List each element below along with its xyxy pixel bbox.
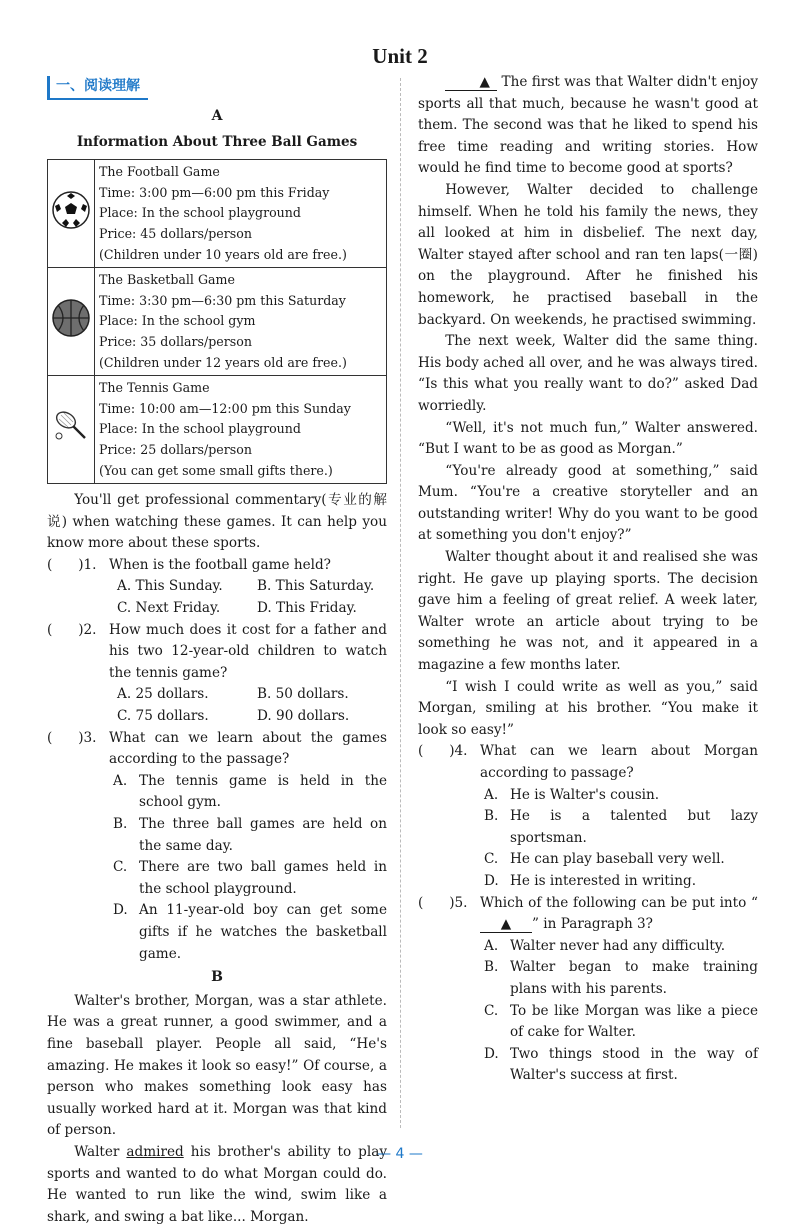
basketball-cell bbox=[48, 268, 95, 376]
option[interactable] bbox=[418, 957, 758, 1000]
option-text: Walter never had any difficulty. bbox=[510, 937, 726, 954]
game-price: Price: 45 dollars/person bbox=[99, 225, 252, 241]
option[interactable] bbox=[418, 936, 758, 958]
text-span: Which of the following can be put into “ bbox=[480, 894, 758, 911]
option-letter: D. bbox=[484, 872, 499, 889]
option-text: He is interested in writing. bbox=[510, 872, 697, 889]
option-text: An 11-year-old boy can get some gifts if he watches the basketball game. bbox=[139, 902, 387, 962]
option[interactable] bbox=[418, 871, 758, 893]
game-price: Price: 35 dollars/person bbox=[99, 333, 252, 349]
game-time: Time: 3:30 pm—6:30 pm this Saturday bbox=[99, 292, 346, 308]
text-span: The first was that Walter didn't enjoy sports all that much, because he wasn't good at them. The second was that he liked to spend his free time reading and writing stories. How would he find time to become good at sports? bbox=[418, 74, 758, 177]
option-letter: B. bbox=[113, 816, 128, 832]
table-row bbox=[48, 376, 387, 484]
game-name: The Tennis Game bbox=[99, 380, 210, 396]
option-text: To be like Morgan was like a piece of cake for Walter. bbox=[510, 1002, 758, 1041]
option[interactable] bbox=[418, 1044, 758, 1087]
passage-b-paragraph: However, Walter decided to challenge himself. When he told his family the news, they all looked at him in disbelief. The next day, Walter stayed after school and ran ten laps(一圈) on the playground. After he finished his homework, he practised baseball in the backyard. On weekends, he practised swimming. bbox=[418, 181, 758, 328]
option-letter: C. bbox=[484, 1002, 499, 1019]
question-number: ( )3. bbox=[47, 729, 97, 746]
game-name: The Basketball Game bbox=[99, 272, 235, 288]
option-letter: C. bbox=[113, 859, 128, 876]
football-cell bbox=[48, 160, 95, 268]
tennis-racket-icon bbox=[51, 406, 91, 446]
game-place: Place: In the school playground bbox=[99, 205, 301, 221]
game-name: The Football Game bbox=[99, 164, 220, 180]
option-text: He is Walter's cousin. bbox=[510, 786, 660, 803]
question-4 bbox=[418, 741, 758, 784]
blank-triangle-mark: ▲ bbox=[445, 74, 497, 91]
basketball-icon bbox=[51, 298, 91, 338]
option[interactable] bbox=[418, 806, 758, 849]
question-stem: What can we learn about Morgan according to passage? bbox=[480, 743, 758, 781]
option-text: There are two ball games held in the school playground. bbox=[139, 859, 387, 897]
right-column bbox=[418, 72, 758, 1087]
football-info bbox=[95, 160, 387, 268]
option[interactable] bbox=[47, 771, 387, 814]
option-text: He is a talented but lazy sportsman. bbox=[510, 808, 758, 846]
option-letter: A. bbox=[484, 937, 499, 954]
question-number: ( )1. bbox=[47, 556, 97, 573]
option[interactable]: C. 75 dollars. bbox=[117, 708, 209, 725]
column-divider bbox=[400, 78, 401, 1128]
passage-b-paragraph: Walter thought about it and realised she was right. He gave up playing sports. The decision gave him a feeling of great relief. A week later, Walter wrote an article about trying to be something he was not, and it appeared in a magazine a few months later. bbox=[418, 549, 758, 674]
passage-b-paragraph: “Well, it's not much fun,” Walter answered. “But I want to be as good as Morgan.” bbox=[418, 419, 758, 458]
table-title: Information About Three Ball Games bbox=[76, 133, 358, 150]
part-b-label: B bbox=[211, 969, 223, 986]
question-2 bbox=[47, 620, 387, 685]
question-number: ( )4. bbox=[418, 743, 468, 760]
page-title: Unit 2 bbox=[372, 44, 428, 68]
passage-b-paragraph bbox=[418, 72, 758, 180]
question-1-options bbox=[47, 576, 387, 619]
text-span: ” in Paragraph 3? bbox=[532, 916, 653, 933]
option-letter: B. bbox=[484, 808, 499, 825]
football-icon bbox=[51, 190, 91, 230]
passage-b-paragraph: The next week, Walter did the same thing. His body ached all over, and he was always tired. “Is this what you really want to do?” asked Dad worriedly. bbox=[418, 333, 758, 414]
game-price: Price: 25 dollars/person bbox=[99, 441, 252, 457]
option[interactable] bbox=[47, 857, 387, 900]
text-span: his brother's ability to play sports and wanted to do what Morgan could do. He wanted to run like the wind, swim like a shark, and swing a bat like... Morgan. bbox=[47, 1143, 388, 1225]
passage-a-intro: You'll get professional commentary(专业的解说) when watching these games. It can help you know more about these sports. bbox=[47, 492, 387, 552]
games-table bbox=[47, 159, 387, 484]
option[interactable] bbox=[418, 785, 758, 807]
option[interactable] bbox=[47, 814, 387, 857]
option[interactable] bbox=[47, 900, 387, 965]
table-row bbox=[48, 268, 387, 376]
passage-b-paragraph: “I wish I could write as well as you,” said Morgan, smiling at his brother. “You make it look so easy!” bbox=[418, 678, 758, 738]
question-stem: How much does it cost for a father and his two 12-year-old children to watch the tennis game? bbox=[109, 621, 387, 681]
question-2-options bbox=[47, 684, 387, 727]
question-stem bbox=[480, 893, 758, 936]
text-span: Walter bbox=[74, 1143, 127, 1160]
question-5 bbox=[418, 893, 758, 936]
underlined-word: admired bbox=[126, 1143, 184, 1160]
question-3 bbox=[47, 728, 387, 771]
option-text: Walter began to make training plans with his parents. bbox=[510, 959, 758, 997]
option-text: The three ball games are held on the same day. bbox=[139, 816, 387, 854]
game-place: Place: In the school gym bbox=[99, 313, 256, 329]
left-column bbox=[47, 72, 387, 1228]
option-letter: D. bbox=[484, 1045, 499, 1062]
question-1 bbox=[47, 555, 387, 577]
game-time: Time: 3:00 pm—6:00 pm this Friday bbox=[99, 184, 330, 200]
passage-b-paragraph: Walter's brother, Morgan, was a star athlete. He was a great runner, a good swimmer, and a fine baseball player. People all said, “He's amazing. He makes it look so easy!” Of course, a person who makes something look easy has usually worked hard at it. Morgan was that kind of person. bbox=[47, 992, 387, 1139]
option[interactable]: D. This Friday. bbox=[257, 600, 357, 617]
question-number: ( )5. bbox=[418, 894, 468, 911]
option[interactable]: A. 25 dollars. bbox=[117, 686, 209, 703]
option[interactable]: A. This Sunday. bbox=[117, 578, 223, 595]
tennis-cell bbox=[48, 376, 95, 484]
page-number: — 4 — bbox=[377, 1146, 423, 1162]
question-stem: What can we learn about the games according to the passage? bbox=[109, 729, 387, 768]
game-note: (Children under 12 years old are free.) bbox=[99, 354, 347, 370]
game-place: Place: In the school playground bbox=[99, 421, 301, 437]
question-number: ( )2. bbox=[47, 621, 97, 638]
option-text: He can play baseball very well. bbox=[510, 851, 725, 868]
passage-b-paragraph: “You're already good at something,” said Mum. “You're a creative storyteller and an outstanding writer! Why do you want to be good at something you don't enjoy?” bbox=[418, 462, 758, 544]
game-note: (Children under 10 years old are free.) bbox=[99, 246, 347, 262]
option-letter: C. bbox=[484, 851, 499, 868]
option-letter: B. bbox=[484, 959, 499, 976]
option-letter: A. bbox=[484, 786, 499, 803]
option-letter: A. bbox=[113, 772, 128, 789]
question-stem: When is the football game held? bbox=[109, 556, 331, 573]
option[interactable]: C. Next Friday. bbox=[117, 600, 221, 617]
table-row bbox=[48, 160, 387, 268]
part-a-label: A bbox=[211, 108, 223, 124]
basketball-info bbox=[95, 268, 387, 376]
option-text: Two things stood in the way of Walter's success at first. bbox=[510, 1045, 758, 1084]
option[interactable]: B. 50 dollars. bbox=[257, 686, 349, 703]
tennis-info bbox=[95, 376, 387, 484]
blank-triangle-mark: ▲ bbox=[480, 916, 532, 933]
option[interactable]: D. 90 dollars. bbox=[257, 708, 350, 725]
game-time: Time: 10:00 am—12:00 pm this Sunday bbox=[99, 400, 351, 416]
option-text: The tennis game is held in the school gym. bbox=[139, 772, 387, 811]
option[interactable]: B. This Saturday. bbox=[257, 578, 375, 595]
section-heading: 一、阅读理解 bbox=[47, 76, 148, 100]
option-letter: D. bbox=[113, 902, 128, 919]
option[interactable] bbox=[418, 1001, 758, 1044]
option[interactable] bbox=[418, 849, 758, 871]
game-note: (You can get some small gifts there.) bbox=[99, 462, 333, 478]
